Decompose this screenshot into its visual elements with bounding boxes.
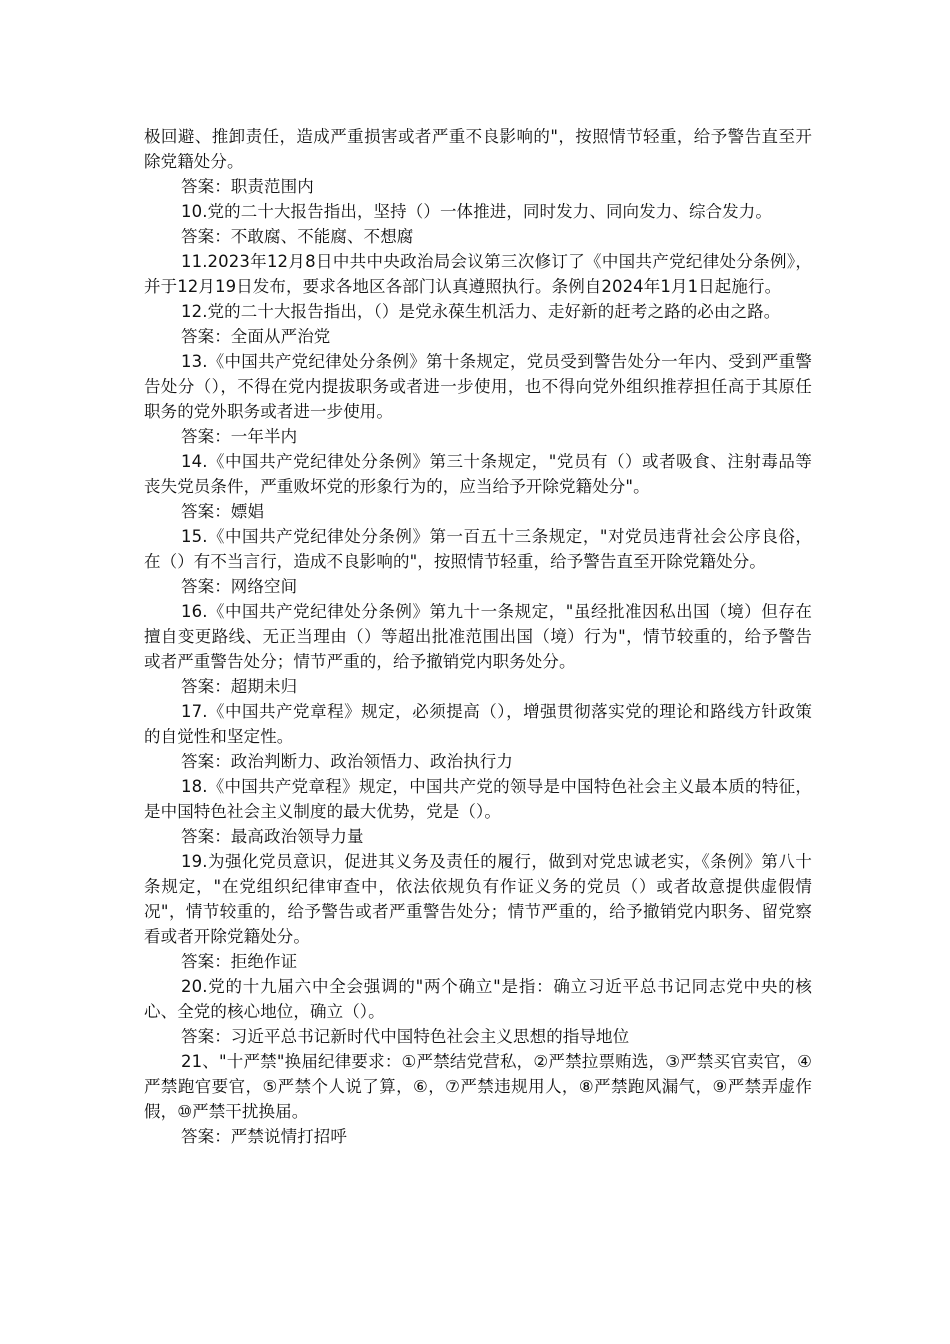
- question-21: 21、"十严禁"换届纪律要求：①严禁结党营私，②严禁拉票贿选，③严禁买官卖官，④严禁跑官要官，⑤严禁个人说了算，⑥，⑦严禁违规用人，⑧严禁跑风漏气，⑨严禁弄虚作假，⑩严禁干扰换届。: [144, 1052, 812, 1121]
- answer-line: 答案：一年半内: [181, 427, 298, 446]
- answer-line: 答案：超期未归: [181, 677, 298, 696]
- answer-line: 答案：严禁说情打招呼: [181, 1127, 347, 1146]
- answer-line: 答案：不敢腐、不能腐、不想腐: [181, 227, 414, 246]
- question-17: 17.《中国共产党章程》规定，必须提高（），增强贯彻落实党的理论和路线方针政策的自觉性和坚定性。: [144, 702, 812, 746]
- answer-line: 答案：政治判断力、政治领悟力、政治执行力: [181, 752, 513, 771]
- answer-line: 答案：职责范围内: [181, 177, 314, 196]
- answer-line: 答案：最高政治领导力量: [181, 827, 364, 846]
- question-15: 15.《中国共产党纪律处分条例》第一百五十三条规定，"对党员违背社会公序良俗，在（）有不当言行，造成不良影响的"，按照情节轻重，给予警告直至开除党籍处分。: [144, 527, 812, 571]
- question-12: 12.党的二十大报告指出，（）是党永葆生机活力、走好新的赶考之路的必由之路。: [181, 302, 781, 321]
- document-body: [144, 124, 812, 1149]
- question-16: 16.《中国共产党纪律处分条例》第九十一条规定，"虽经批准因私出国（境）但存在擅自变更路线、无正当理由（）等超出批准范围出国（境）行为"，情节较重的，给予警告或者严重警告处分；情节严重的，给予撤销党内职务处分。: [144, 602, 812, 671]
- question-20: 20.党的十九届六中全会强调的"两个确立"是指：确立习近平总书记同志党中央的核心、全党的核心地位，确立（）。: [144, 977, 812, 1021]
- answer-line: 答案：习近平总书记新时代中国特色社会主义思想的指导地位: [181, 1027, 630, 1046]
- question-18: 18.《中国共产党章程》规定，中国共产党的领导是中国特色社会主义最本质的特征，是中国特色社会主义制度的最大优势，党是（）。: [144, 777, 812, 821]
- question-14: 14.《中国共产党纪律处分条例》第三十条规定，"党员有（）或者吸食、注射毒品等丧失党员条件，严重败坏党的形象行为的，应当给予开除党籍处分"。: [144, 452, 812, 496]
- question-11: 11.2023年12月8日中共中央政治局会议第三次修订了《中国共产党纪律处分条例》，并于12月19日发布，要求各地区各部门认真遵照执行。条例自2024年1月1日起施行。: [144, 252, 812, 296]
- continuation-paragraph: 极回避、推卸责任，造成严重损害或者严重不良影响的"，按照情节轻重，给予警告直至开除党籍处分。: [144, 127, 812, 171]
- question-13: 13.《中国共产党纪律处分条例》第十条规定，党员受到警告处分一年内、受到严重警告处分（），不得在党内提拔职务或者进一步使用，也不得向党外组织推荐担任高于其原任职务的党外职务或者进一步使用。: [144, 352, 812, 421]
- answer-line: 答案：网络空间: [181, 577, 298, 596]
- question-19: 19.为强化党员意识，促进其义务及责任的履行，做到对党忠诚老实，《条例》第八十条规定，"在党组织纪律审查中，依法依规负有作证义务的党员（）或者故意提供虚假情况"，情节较重的，给予警告或者严重警告处分；情节严重的，给予撤销党内职务、留党察看或者开除党籍处分。: [144, 852, 812, 946]
- answer-line: 答案：嫖娼: [181, 502, 264, 521]
- answer-line: 答案：全面从严治党: [181, 327, 331, 346]
- answer-line: 答案：拒绝作证: [181, 952, 298, 971]
- question-10: 10.党的二十大报告指出，坚持（）一体推进，同时发力、同向发力、综合发力。: [181, 202, 772, 221]
